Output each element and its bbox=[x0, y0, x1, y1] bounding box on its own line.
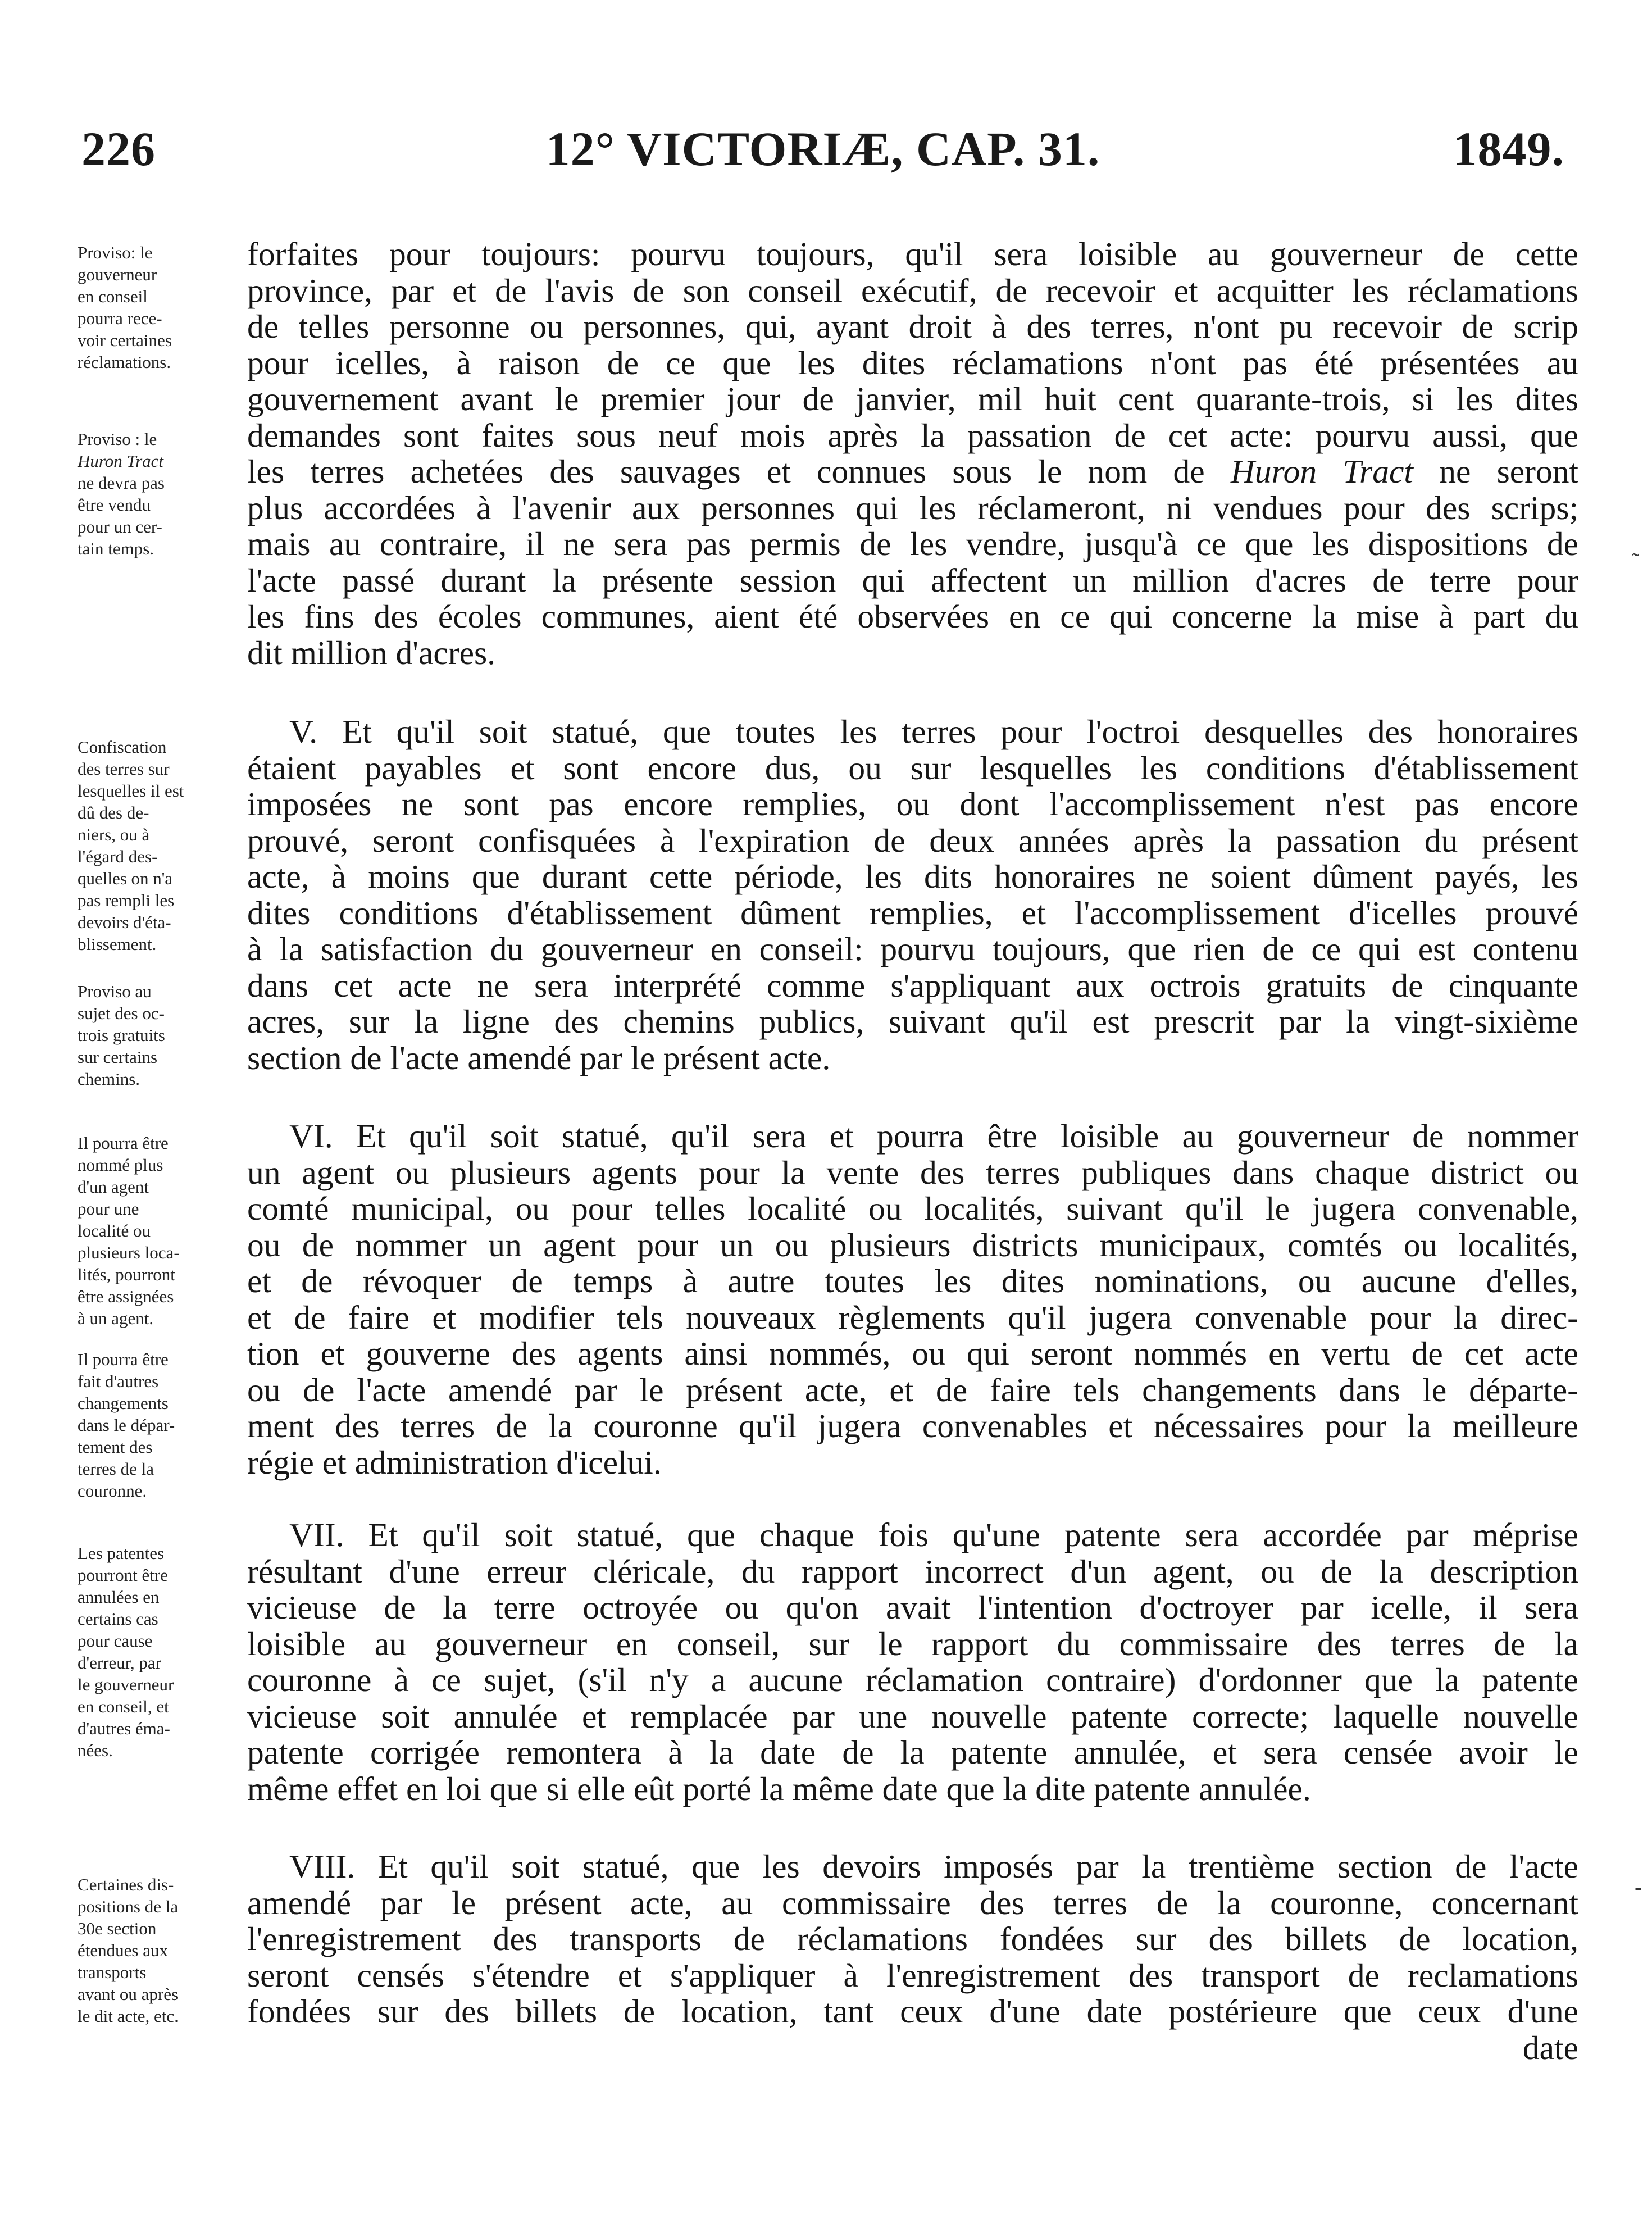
text-line: vicieuse de la terre octroyée ou qu'on avait l'intention d'octroyer par icelle, il sera bbox=[247, 1589, 1578, 1626]
section-vi bbox=[247, 1118, 1578, 1480]
running-title: 12° VICTORIÆ, CAP. 31. bbox=[545, 122, 1100, 176]
text-line bbox=[247, 453, 1578, 490]
text-line: acres, sur la ligne des chemins publics, suivant qu'il est prescrit par la vingt-sixième bbox=[247, 1003, 1578, 1040]
text-line bbox=[247, 1118, 1578, 1155]
paragraph-proviso bbox=[247, 236, 1578, 671]
text-line: de telles personne ou personnes, qui, ayant droit à des terres, n'ont pu recevoir de scrip bbox=[247, 308, 1578, 345]
text-line: pour icelles, à raison de ce que les dites réclamations n'ont pas été présentées au bbox=[247, 344, 1578, 381]
text-line: à la satisfaction du gouverneur en conseil: pourvu toujours, que rien de ce qui est contenu bbox=[247, 930, 1578, 967]
margin-note-free-grants: Proviso au sujet des oc- trois gratuits sur certains chemins. bbox=[78, 981, 165, 1089]
text-line: dit million d'acres. bbox=[247, 634, 496, 671]
section-number: V. bbox=[289, 713, 318, 750]
text-line: tion et gouverne des agents ainsi nommés, ou qui seront nommés en vertu de cet acte bbox=[247, 1335, 1578, 1372]
text-line: l'enregistrement des transports de réclamations fondées sur des billets de location, bbox=[247, 1920, 1578, 1957]
text-line: ment des terres de la couronne qu'il jugera convenables et nécessaires pour la meilleure bbox=[247, 1407, 1578, 1444]
text-segment: ne seront bbox=[1439, 453, 1578, 490]
text-segment: Et qu'il soit statué, que chaque fois qu'une patente sera accordée par méprise bbox=[368, 1516, 1579, 1553]
page-year: 1849. bbox=[1453, 122, 1564, 176]
text-line: dans cet acte ne sera interprété comme s'appliquant aux octrois gratuits de cinquante bbox=[247, 966, 1578, 1004]
section-v bbox=[247, 713, 1578, 1076]
running-header bbox=[81, 121, 1564, 188]
text-line: acte, à moins que durant cette période, les dits honoraires ne soient dûment payés, les bbox=[247, 858, 1578, 895]
text-line: imposées ne sont pas encore remplies, ou dont l'accomplissement n'est pas encore bbox=[247, 785, 1578, 822]
text-segment: les terres achetées des sauvages et connues sous le nom de bbox=[247, 453, 1205, 490]
text-line: l'acte passé durant la présente session qui affectent un million d'acres de terre pour bbox=[247, 561, 1578, 599]
text-line: même effet en loi que si elle eût porté la même date que la dite patente annulée. bbox=[247, 1770, 1311, 1807]
text-line: fondées sur des billets de location, tant ceux d'une date postérieure que ceux d'une bbox=[247, 1993, 1578, 2030]
text-line: et de révoquer de temps à autre toutes les dites nominations, ou aucune d'elles, bbox=[247, 1262, 1578, 1299]
text-line: patente corrigée remontera à la date de la patente annulée, et sera censée avoir le bbox=[247, 1734, 1578, 1771]
text-line: comté municipal, ou pour telles localité ou localités, suivant qu'il le jugera convenable, bbox=[247, 1190, 1578, 1227]
text-line: vicieuse soit annulée et remplacée par une nouvelle patente correcte; laquelle nouvelle bbox=[247, 1697, 1578, 1735]
section-number: VII. bbox=[289, 1516, 344, 1553]
text-line: province, par et de l'avis de son conseil exécutif, de recevoir et acquitter les réclamations bbox=[247, 271, 1578, 309]
text-segment: Et qu'il soit statué, qu'il sera et pourra être loisible au gouverneur de nommer bbox=[356, 1117, 1578, 1155]
text-line: dites conditions d'établissement dûment remplies, et l'accomplissement d'icelles prouvé bbox=[247, 894, 1578, 931]
text-line: plus accordées à l'avenir aux personnes qui les réclameront, ni vendues pour des scrips; bbox=[247, 489, 1578, 526]
text-line: ou de nommer un agent pour un ou plusieurs districts municipaux, comtés ou localités, bbox=[247, 1226, 1578, 1263]
huron-tract-italic: Huron Tract bbox=[1230, 453, 1413, 490]
margin-note-agents: Il pourra être nommé plus d'un agent pour une localité ou plusieurs loca- lités, pourront être assignées à un agent. bbox=[78, 1133, 180, 1328]
text-segment: Et qu'il soit statué, que les devoirs imposés par la trentième section de l'acte bbox=[377, 1848, 1579, 1885]
text-line: ou de l'acte amendé par le présent acte, et de faire tels changements dans le départe- bbox=[247, 1371, 1578, 1408]
margin-note-confiscation: Confiscation des terres sur lesquelles il est dû des de- niers, ou à l'égard des- quelles on n'a pas rempli les devoirs d'éta- blissement. bbox=[78, 737, 184, 954]
text-line: amendé par le présent acte, au commissaire des terres de la couronne, concernant bbox=[247, 1884, 1578, 1921]
text-line: couronne à ce sujet, (s'il n'y a aucune réclamation contraire) d'ordonner que la patente bbox=[247, 1661, 1578, 1698]
edge-mark: ˜ bbox=[1632, 548, 1640, 574]
text-line: section de l'acte amendé par le présent acte. bbox=[247, 1039, 831, 1076]
text-line: seront censés s'étendre et s'appliquer à l'enregistrement des transport de reclamations bbox=[247, 1956, 1578, 1994]
section-viii bbox=[247, 1848, 1578, 2066]
text-line: et de faire et modifier tels nouveaux règlements qu'il jugera convenable pour la direc- bbox=[247, 1298, 1578, 1336]
text-line: régie et administration d'icelui. bbox=[247, 1443, 662, 1481]
huron-tract-note-italic: Huron Tract bbox=[78, 451, 164, 471]
edge-mark: ‑ bbox=[1635, 1874, 1642, 1899]
margin-note-section-30: Certaines dis- positions de la 30e section étendues aux transports avant ou après le dit acte, etc. bbox=[78, 1875, 179, 2026]
text-line bbox=[247, 1517, 1578, 1553]
text-line: gouvernement avant le premier jour de janvier, mil huit cent quarante-trois, si les dites bbox=[247, 380, 1578, 417]
text-line: demandes sont faites sous neuf mois après la passation de cet acte: pourvu aussi, que bbox=[247, 416, 1578, 454]
margin-note-huron-tract: Proviso : le Huron Tract ne devra pas être vendu pour un cer- tain temps. bbox=[78, 429, 165, 558]
text-line: prouvé, seront confisquées à l'expiration de deux années après la passation du présent bbox=[247, 821, 1578, 859]
text-line: étaient payables et sont encore dus, ou sur lesquelles les conditions d'établissement bbox=[247, 749, 1578, 787]
text-line: forfaites pour toujours: pourvu toujours, qu'il sera loisible au gouverneur de cette bbox=[247, 235, 1578, 272]
text-line bbox=[247, 713, 1578, 750]
margin-note-patents: Les patentes pourront être annulées en certains cas pour cause d'erreur, par le gouverneur en conseil, et d'autres éma- nées. bbox=[78, 1543, 174, 1760]
text-line: résultant d'une erreur cléricale, du rapport incorrect d'un agent, ou de la description bbox=[247, 1552, 1578, 1590]
section-number: VIII. bbox=[289, 1848, 356, 1885]
catchword: date bbox=[1522, 2029, 1578, 2066]
text-line: mais au contraire, il ne sera pas permis de les vendre, jusqu'à ce que les dispositions de bbox=[247, 525, 1578, 562]
margin-note-department-changes: Il pourra être fait d'autres changements dans le dépar- tement des terres de la couronne. bbox=[78, 1349, 175, 1501]
page-number: 226 bbox=[81, 122, 156, 176]
text-segment: Et qu'il soit statué, que toutes les terres pour l'octroi desquelles des honoraires bbox=[342, 713, 1578, 750]
text-line bbox=[247, 1848, 1578, 1885]
section-vii bbox=[247, 1517, 1578, 1807]
text-line: un agent ou plusieurs agents pour la vente des terres publiques dans chaque district ou bbox=[247, 1153, 1578, 1191]
section-number: VI. bbox=[289, 1117, 333, 1155]
text-line: loisible au gouverneur en conseil, sur le rapport du commissaire des terres de la bbox=[247, 1625, 1578, 1662]
text-line: les fins des écoles communes, aient été observées en ce qui concerne la mise à part du bbox=[247, 598, 1578, 635]
margin-note-proviso-claims: Proviso: le gouverneur en conseil pourra rece- voir certaines réclamations. bbox=[78, 243, 172, 372]
